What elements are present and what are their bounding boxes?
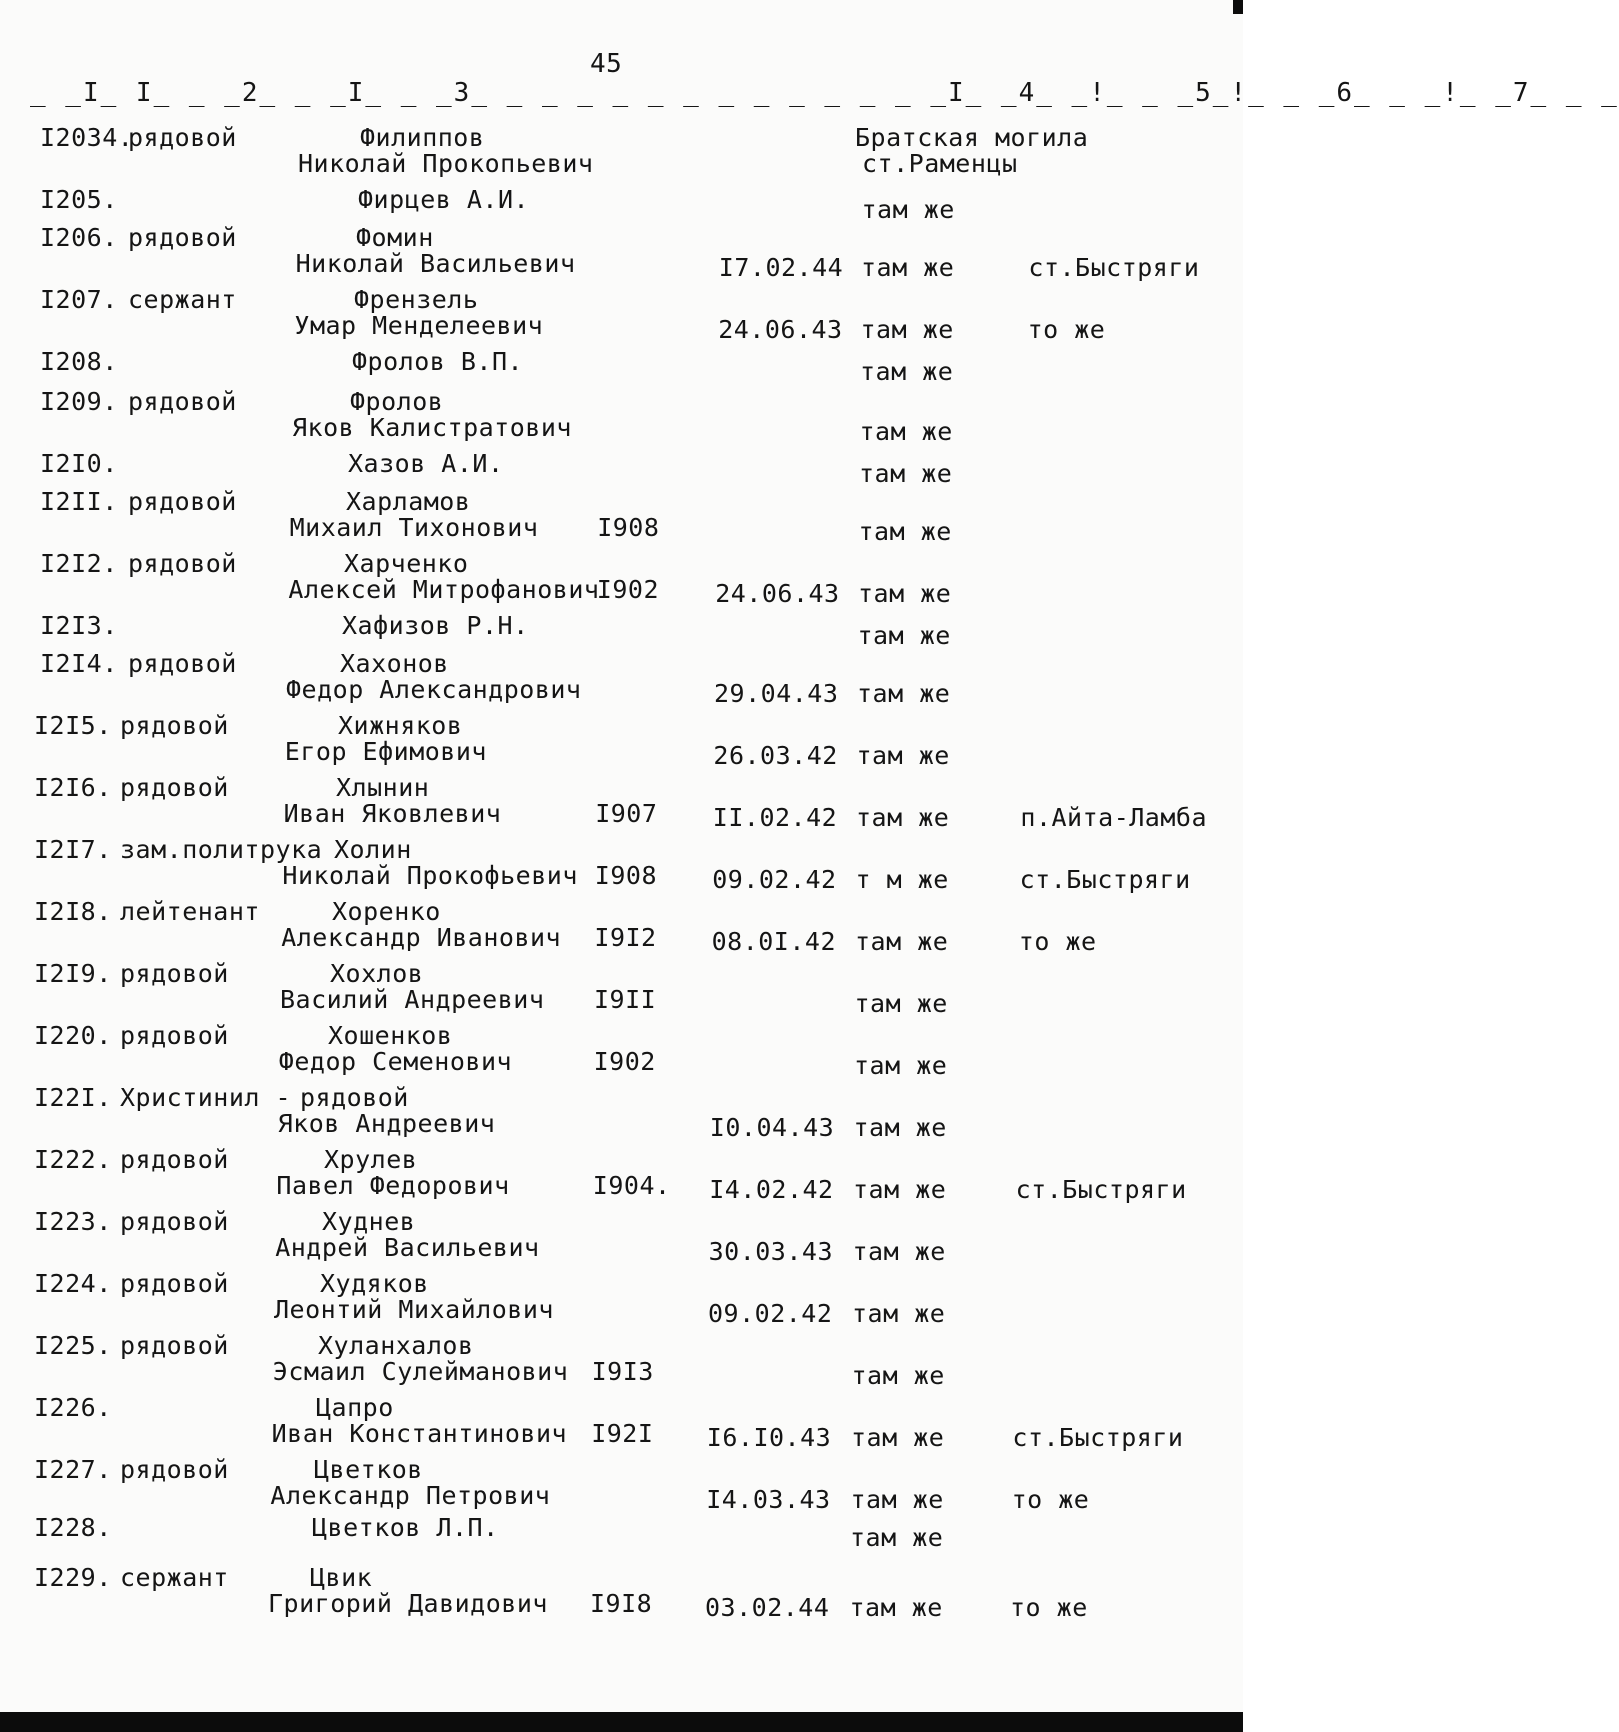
entry-rank: Христинил - bbox=[120, 1083, 292, 1112]
entry-burial: там же bbox=[857, 621, 951, 650]
entry-burial: там же bbox=[855, 927, 949, 956]
scan-edge-mark bbox=[1233, 0, 1243, 14]
entry-surname: Хохлов bbox=[330, 959, 424, 988]
entry-surname: Хуланхалов bbox=[318, 1331, 474, 1360]
entry-rank: рядовой bbox=[120, 711, 229, 740]
entry-burial: там же bbox=[858, 517, 952, 546]
entry-number: I222. bbox=[34, 1145, 112, 1174]
page-number: 45 bbox=[590, 49, 623, 79]
entry-burial: там же bbox=[860, 357, 954, 386]
entry-burial: там же bbox=[861, 253, 955, 282]
entry-surname: Худнев bbox=[322, 1207, 416, 1236]
entry-burial: там же bbox=[860, 315, 954, 344]
entry-given-names: Эсмаил Сулейманович bbox=[272, 1357, 569, 1386]
entry-number: I22I. bbox=[34, 1083, 112, 1112]
entry-given-names: Яков Калистратович bbox=[292, 413, 572, 442]
entry-burial: там же bbox=[851, 1361, 945, 1390]
entry-death-date: 24.06.43 bbox=[718, 315, 843, 344]
entry-surname: рядовой bbox=[300, 1083, 409, 1112]
entry-birth-year: I908 bbox=[594, 861, 658, 890]
entry-death-date: 26.03.42 bbox=[713, 741, 838, 770]
entry-rank: лейтенант bbox=[120, 897, 260, 926]
entry-burial: там же bbox=[853, 1113, 947, 1142]
entry-burial: там же bbox=[859, 459, 953, 488]
entry-rank: зам.политрука bbox=[120, 835, 323, 864]
entry-place: то же bbox=[1018, 927, 1097, 956]
scan-bottom-edge bbox=[0, 1712, 1243, 1732]
entry-birth-year: I908 bbox=[597, 513, 660, 542]
entry-number: I220. bbox=[34, 1021, 112, 1050]
entry-surname: Хлынин bbox=[336, 773, 430, 802]
entry-number: I2II. bbox=[40, 487, 118, 516]
entry-death-date: I6.I0.43 bbox=[706, 1423, 832, 1452]
entry-surname: Цапро bbox=[316, 1393, 394, 1422]
entry-number: I209. bbox=[40, 387, 118, 416]
entry-death-date: I4.03.43 bbox=[706, 1485, 831, 1514]
entry-death-date: 09.02.42 bbox=[712, 865, 837, 894]
entry-rank: рядовой bbox=[128, 223, 237, 252]
entry-death-date: 09.02.42 bbox=[708, 1299, 833, 1328]
entry-given-names: Егор Ефимович bbox=[284, 737, 487, 766]
entry-surname: Филиппов bbox=[360, 123, 485, 152]
entry-number: I2I6. bbox=[34, 773, 112, 802]
entry-given-names: Михаил Тихонович bbox=[289, 513, 539, 542]
entry-surname: Цветков Л.П. bbox=[312, 1513, 499, 1542]
entry-death-date: I4.02.42 bbox=[709, 1175, 834, 1204]
entry-birth-year: I902 bbox=[596, 575, 660, 604]
entry-given-names: Федор Александрович bbox=[286, 675, 582, 704]
entry-number: I2I3. bbox=[40, 611, 118, 640]
entry-surname: Хазов А.И. bbox=[348, 449, 504, 478]
entry-rank: рядовой bbox=[128, 387, 237, 416]
header-note-line1: Братская могила bbox=[855, 123, 1089, 152]
entry-number: I207. bbox=[40, 285, 118, 314]
entry-number: I2I7. bbox=[34, 835, 112, 864]
entry-burial: там же bbox=[850, 1485, 944, 1514]
entry-death-date: 29.04.43 bbox=[714, 679, 839, 708]
entry-burial: там же bbox=[852, 1299, 946, 1328]
header-note-line2: ст.Раменцы bbox=[862, 149, 1018, 178]
entry-surname: Цвик bbox=[310, 1563, 373, 1592]
entry-given-names: Яков Андреевич bbox=[277, 1109, 496, 1138]
entry-birth-year: I92I bbox=[591, 1419, 654, 1448]
entry-death-date: 03.02.44 bbox=[705, 1593, 830, 1622]
entry-death-date: 24.06.43 bbox=[715, 579, 840, 608]
entry-burial: там же bbox=[856, 803, 950, 832]
entry-number: I2I8. bbox=[34, 897, 112, 926]
entry-burial: там же bbox=[857, 679, 951, 708]
entry-surname: Хошенков bbox=[328, 1021, 453, 1050]
entry-surname: Хоренко bbox=[332, 897, 441, 926]
entry-number: I2034. bbox=[40, 123, 134, 152]
entry-rank: сержант bbox=[128, 285, 237, 314]
entry-place: то же bbox=[1010, 1593, 1088, 1622]
entry-surname: Цветков bbox=[314, 1455, 423, 1484]
entry-surname: Харченко bbox=[344, 549, 469, 578]
entry-surname: Фомин bbox=[356, 223, 434, 252]
entry-number: I223. bbox=[34, 1207, 112, 1236]
entry-birth-year: I904. bbox=[592, 1171, 671, 1200]
entry-given-names: Умар Менделеевич bbox=[294, 311, 544, 340]
entry-number: I2I5. bbox=[34, 711, 112, 740]
entry-surname: Фролов В.П. bbox=[352, 347, 524, 376]
entry-surname: Харламов bbox=[346, 487, 471, 516]
entry-number: I206. bbox=[40, 223, 118, 252]
entry-rank: рядовой bbox=[128, 487, 237, 516]
entry-number: I228. bbox=[34, 1513, 112, 1542]
entry-surname: Фролов bbox=[350, 387, 444, 416]
entry-surname: Холин bbox=[334, 835, 412, 864]
entry-rank: рядовой bbox=[120, 1021, 229, 1050]
entry-rank: сержант bbox=[120, 1563, 229, 1592]
entry-rank: рядовой bbox=[120, 773, 229, 802]
entry-place: ст.Быстряги bbox=[1012, 1423, 1184, 1452]
entry-rank: рядовой bbox=[128, 123, 237, 152]
entry-given-names: Николай Васильевич bbox=[295, 249, 576, 278]
entry-place: п.Айта-Ламба bbox=[1020, 803, 1208, 832]
entry-burial: там же bbox=[856, 741, 950, 770]
entry-rank: рядовой bbox=[120, 959, 229, 988]
entry-death-date: 30.03.43 bbox=[708, 1237, 834, 1266]
entry-number: I229. bbox=[34, 1563, 112, 1592]
entry-given-names: Федор Семенович bbox=[278, 1047, 513, 1076]
entry-given-names: Григорий Давидович bbox=[268, 1589, 548, 1618]
entry-rank: рядовой bbox=[128, 549, 237, 578]
entry-death-date: I7.02.44 bbox=[718, 253, 844, 282]
entry-place: то же bbox=[1027, 315, 1106, 344]
entry-given-names: Леонтий Михайлович bbox=[274, 1295, 554, 1324]
entry-place: то же bbox=[1011, 1485, 1090, 1514]
entry-given-names: Андрей Васильевич bbox=[275, 1233, 540, 1262]
entry-number: I2I0. bbox=[40, 449, 118, 478]
entry-number: I224. bbox=[34, 1269, 112, 1298]
entry-given-names: Николай Прокопьевич bbox=[298, 149, 594, 178]
entry-number: I226. bbox=[34, 1393, 112, 1422]
column-header-row: _ _I_ I_ _ _2_ _ _I_ _ _3_ _ _ _ _ _ _ _ _ _ _ _ _ _I_ _4_ _!_ _ _5_!_ _ _6_ _ _!_ _7_ _ _ bbox=[30, 78, 1619, 108]
entry-number: I227. bbox=[34, 1455, 112, 1484]
entry-birth-year: I9I3 bbox=[591, 1357, 654, 1386]
entry-given-names: Александр Иванович bbox=[281, 923, 562, 952]
entry-number: I2I9. bbox=[34, 959, 112, 988]
entry-surname: Хахонов bbox=[340, 649, 449, 678]
entry-surname: Хижняков bbox=[338, 711, 463, 740]
entry-rank: рядовой bbox=[120, 1331, 229, 1360]
entry-birth-year: I9II bbox=[594, 985, 657, 1014]
entry-rank: рядовой bbox=[120, 1269, 229, 1298]
entry-number: I225. bbox=[34, 1331, 112, 1360]
entry-place: ст.Быстряги bbox=[1015, 1175, 1187, 1204]
entry-birth-year: I902 bbox=[593, 1047, 656, 1076]
entry-burial: там же bbox=[849, 1593, 943, 1622]
entry-rank: рядовой bbox=[120, 1207, 229, 1236]
entry-number: I2I2. bbox=[40, 549, 118, 578]
entry-burial: там же bbox=[850, 1523, 944, 1552]
entry-death-date: II.02.42 bbox=[712, 803, 838, 832]
entry-given-names: Павел Федорович bbox=[276, 1171, 510, 1200]
entry-rank: рядовой bbox=[128, 649, 237, 678]
entry-burial: там же bbox=[854, 1051, 948, 1080]
entry-given-names: Василий Андреевич bbox=[280, 985, 545, 1014]
entry-number: I2I4. bbox=[40, 649, 118, 678]
entry-birth-year: I9I8 bbox=[590, 1589, 653, 1618]
entry-burial: там же bbox=[852, 1237, 946, 1266]
entry-surname: Фирцев А.И. bbox=[358, 185, 530, 214]
entry-burial: там же bbox=[858, 579, 952, 608]
entry-birth-year: I9I2 bbox=[594, 923, 657, 952]
entry-death-date: 08.0I.42 bbox=[711, 927, 837, 956]
entry-surname: Худяков bbox=[320, 1269, 429, 1298]
entry-surname: Хафизов Р.Н. bbox=[342, 611, 529, 640]
entry-burial: там же bbox=[853, 1175, 947, 1204]
entry-rank: рядовой bbox=[120, 1455, 229, 1484]
entry-given-names: Алексей Митрофанович bbox=[288, 575, 600, 604]
entry-given-names: Иван Константинович bbox=[271, 1419, 568, 1448]
entry-birth-year: I907 bbox=[595, 799, 658, 828]
entry-place: ст.Быстряги bbox=[1019, 865, 1191, 894]
entry-given-names: Николай Прокофьевич bbox=[282, 861, 578, 890]
entry-burial: т м же bbox=[855, 865, 949, 894]
entry-place: ст.Быстряги bbox=[1028, 253, 1200, 282]
entry-burial: там же bbox=[861, 195, 955, 224]
entry-burial: там же bbox=[851, 1423, 945, 1452]
entry-given-names: Александр Петрович bbox=[270, 1481, 551, 1510]
entry-burial: там же bbox=[854, 989, 948, 1018]
entry-surname: Френзель bbox=[354, 285, 479, 314]
entry-rank: рядовой bbox=[120, 1145, 229, 1174]
entry-number: I208. bbox=[40, 347, 118, 376]
entry-given-names: Иван Яковлевич bbox=[283, 799, 502, 828]
entry-death-date: I0.04.43 bbox=[709, 1113, 835, 1142]
entry-number: I205. bbox=[40, 185, 118, 214]
entry-burial: там же bbox=[859, 417, 953, 446]
entry-surname: Хрулев bbox=[324, 1145, 418, 1174]
